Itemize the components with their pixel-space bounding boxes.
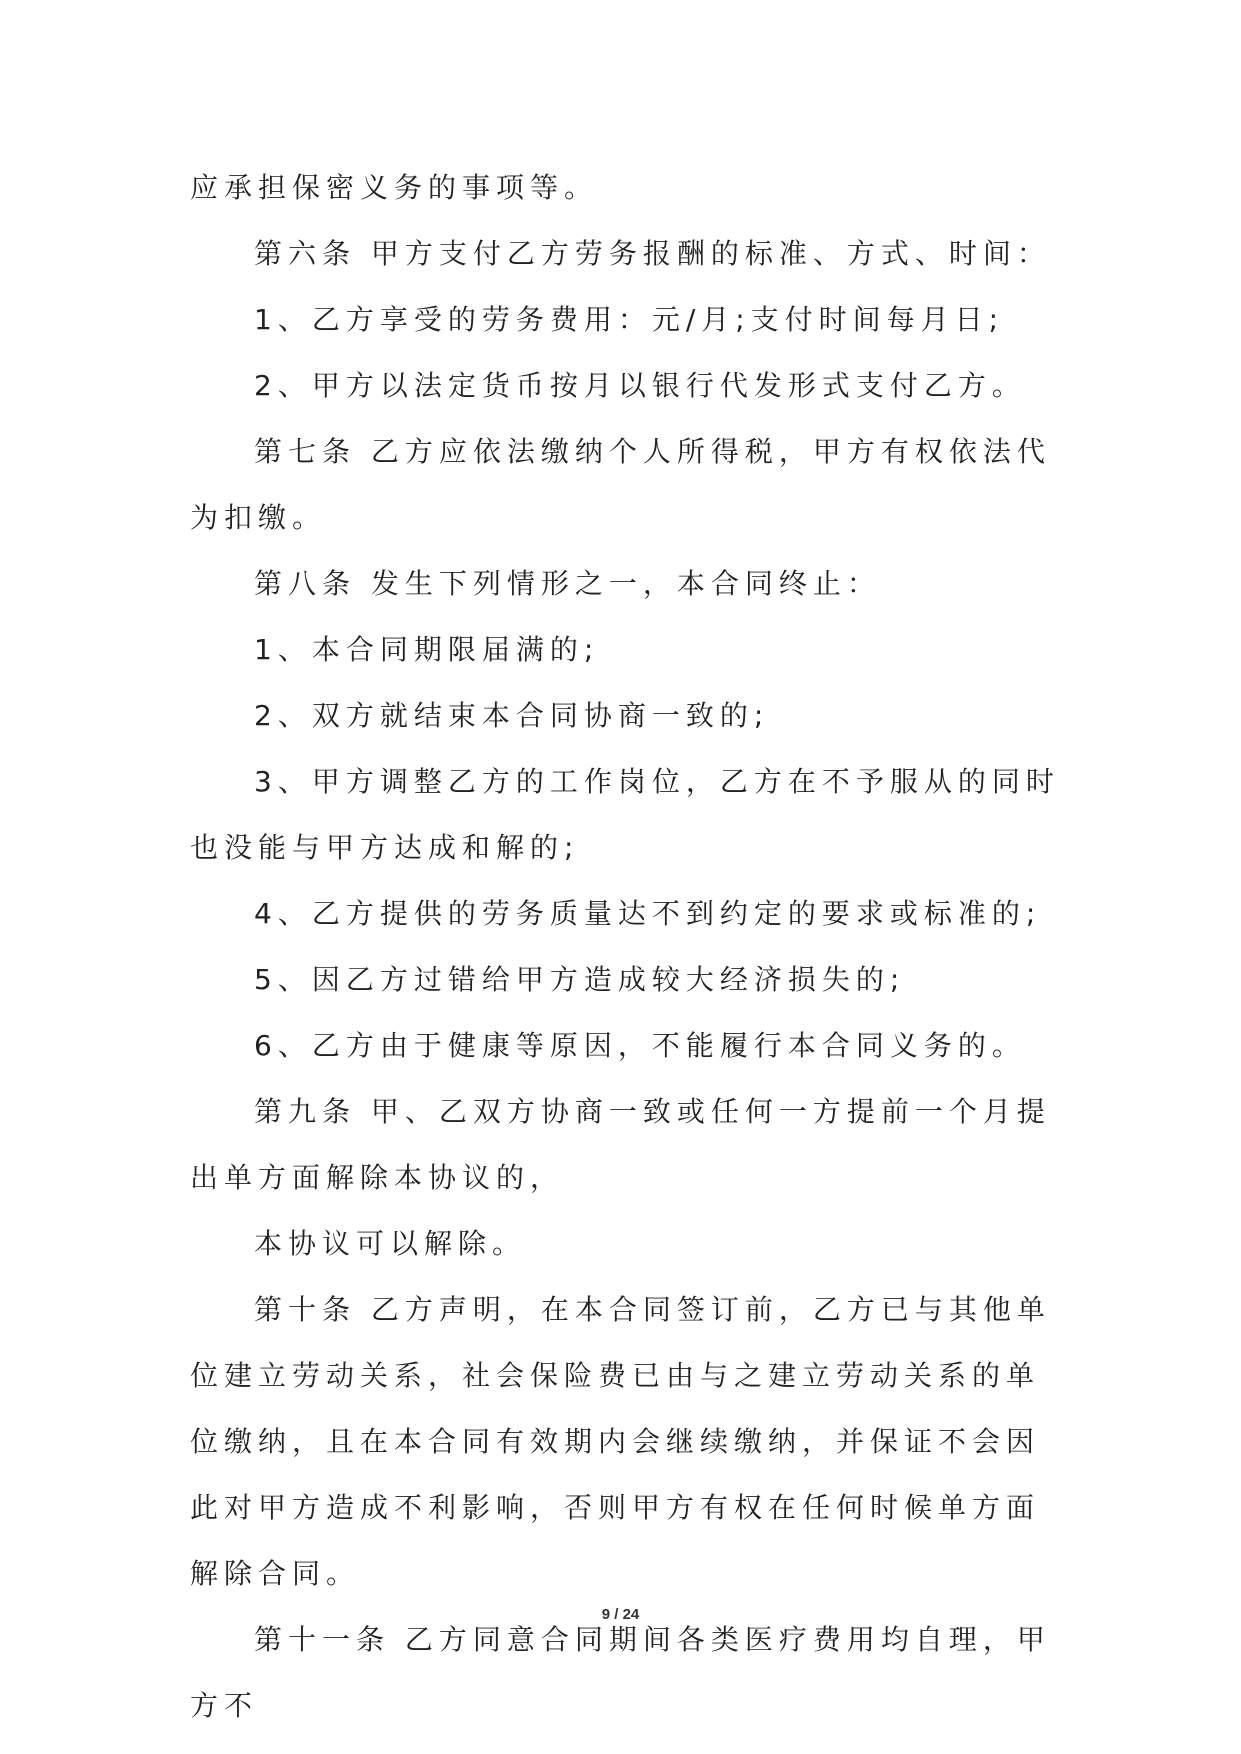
page-number: 9 / 24 (601, 1606, 640, 1623)
paragraph: 5、因乙方过错给甲方造成较大经济损失的; (254, 963, 906, 996)
document-body (190, 155, 1060, 1739)
paragraph: 1、乙方享受的劳务费用：元/月;支付时间每月日; (254, 303, 1005, 336)
paragraph: 第十一条 乙方同意合同期间各类医疗费用均自理，甲方不 (190, 1623, 1051, 1722)
paragraph: 应承担保密义务的事项等。 (190, 171, 599, 204)
paragraph: 2、甲方以法定货币按月以银行代发形式支付乙方。 (254, 369, 1026, 402)
paragraph: 3、甲方调整乙方的工作岗位，乙方在不予服从的同时也没能与甲方达成和解的; (190, 765, 1060, 864)
paragraph: 1、本合同期限届满的; (254, 633, 600, 666)
paragraph: 本协议可以解除。 (254, 1227, 527, 1260)
paragraph: 第八条 发生下列情形之一，本合同终止： (254, 567, 881, 600)
paragraph: 第九条 甲、乙双方协商一致或任何一方提前一个月提出单方面解除本协议的， (190, 1095, 1051, 1194)
paragraph: 第十条 乙方声明，在本合同签订前，乙方已与其他单位建立劳动关系，社会保险费已由与之建立劳动关系的单位缴纳，且在本合同有效期内会继续缴纳，并保证不会因此对甲方造成不利影响，否则甲方有权在任何时候单方面解除合同。 (190, 1293, 1051, 1590)
paragraph: 4、乙方提供的劳务质量达不到约定的要求或标准的; (254, 897, 1042, 930)
paragraph: 6、乙方由于健康等原因，不能履行本合同义务的。 (254, 1029, 1026, 1062)
paragraph: 2、双方就结束本合同协商一致的; (254, 699, 770, 732)
paragraph: 第七条 乙方应依法缴纳个人所得税，甲方有权依法代为扣缴。 (190, 435, 1051, 534)
paragraph: 第六条 甲方支付乙方劳务报酬的标准、方式、时间： (254, 237, 1051, 270)
